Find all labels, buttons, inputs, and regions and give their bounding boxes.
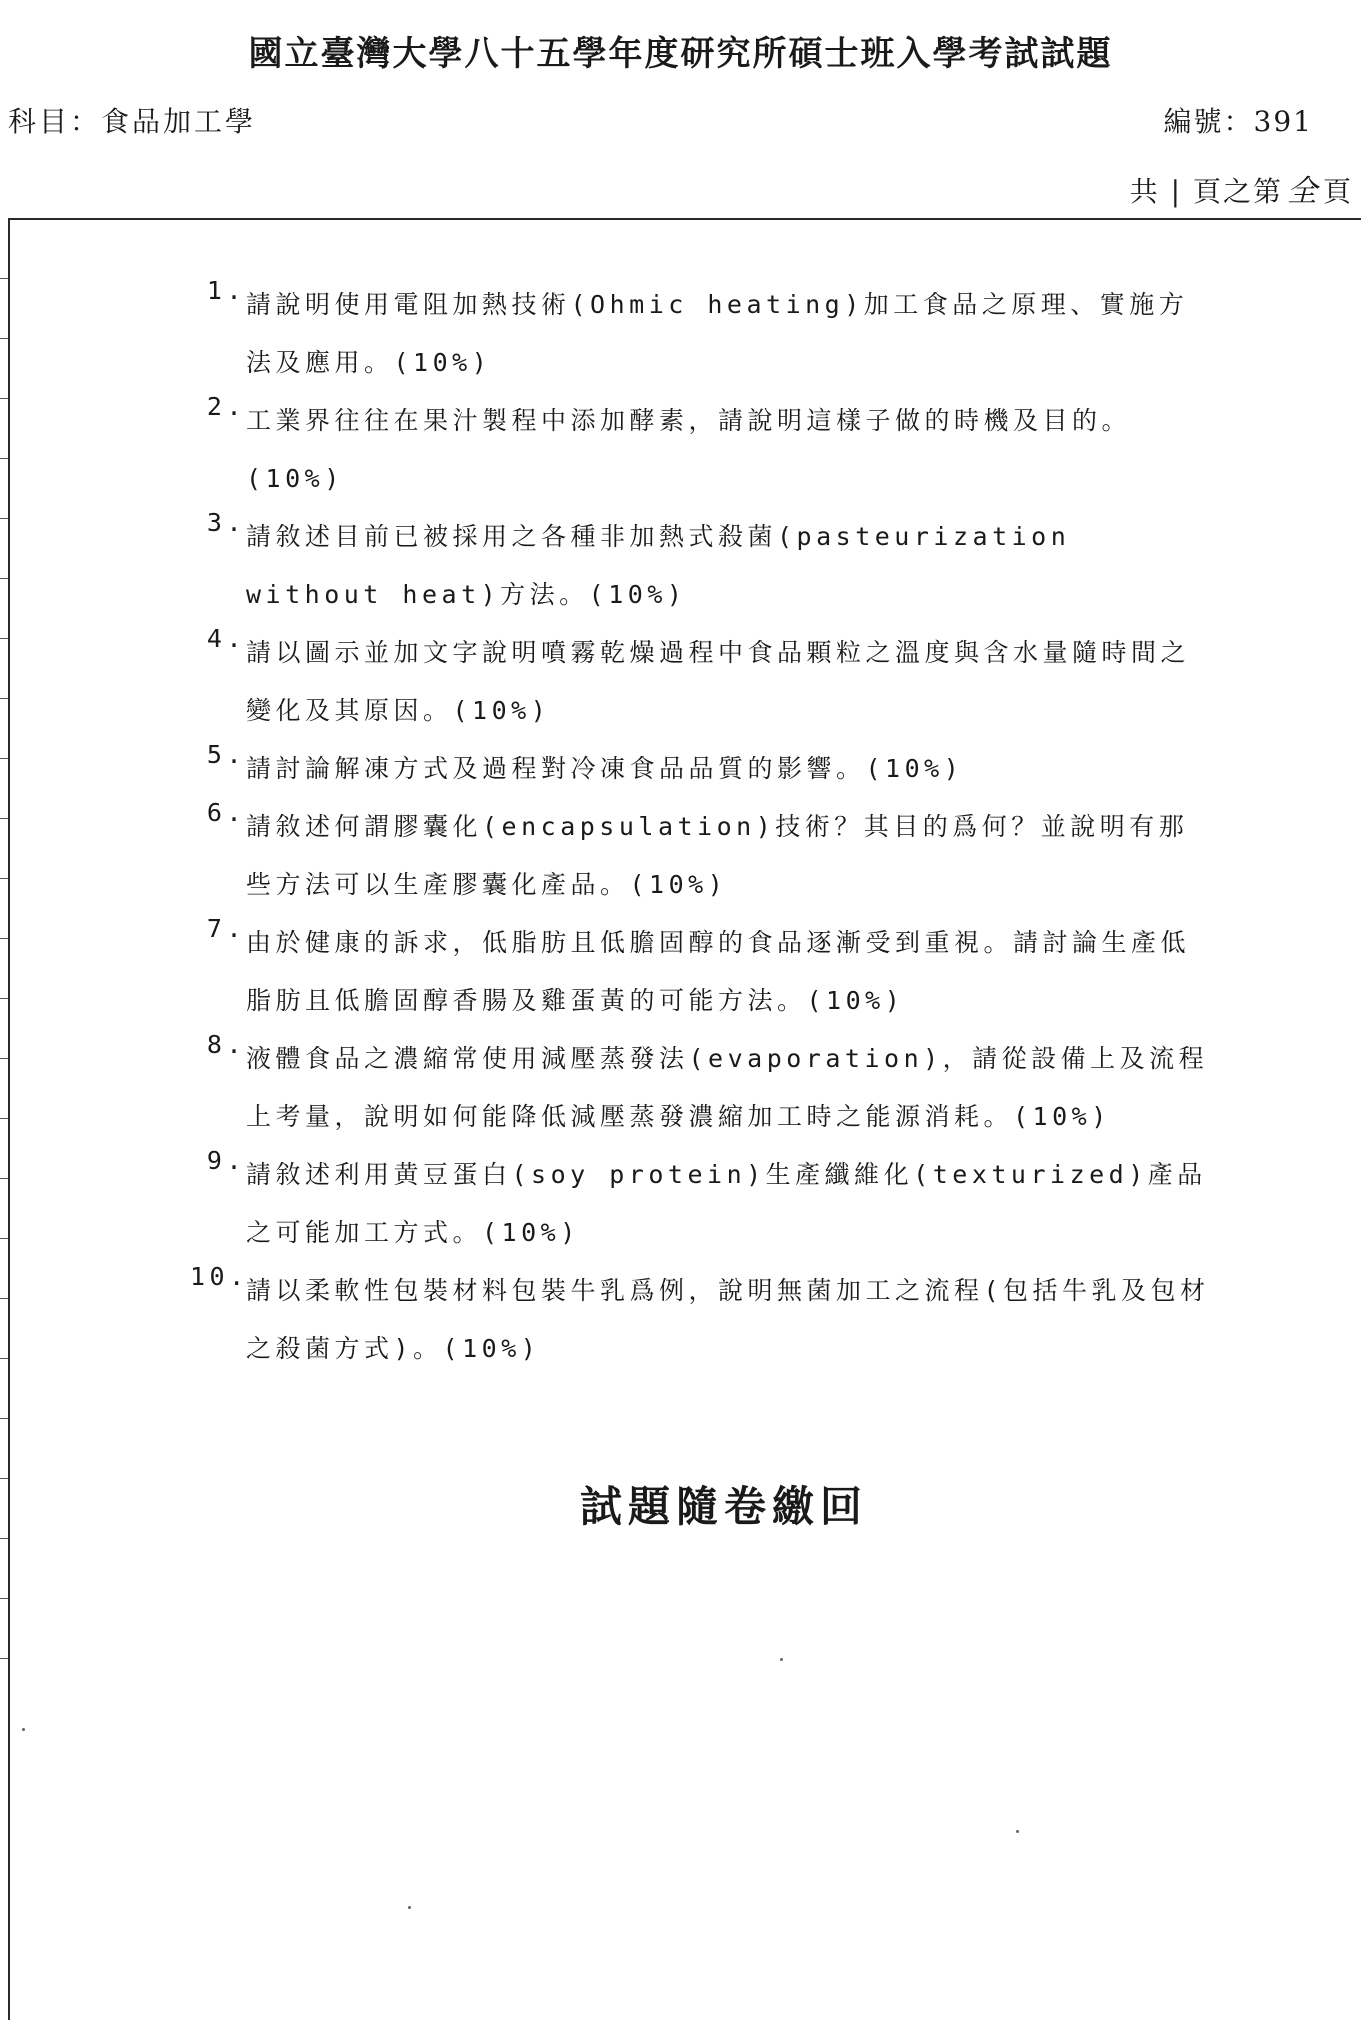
- question-item: [190, 740, 1210, 798]
- margin-tick: [0, 818, 8, 819]
- question-number: 3.: [206, 508, 246, 537]
- question-number: 6.: [206, 798, 246, 827]
- margin-tick: [0, 698, 8, 699]
- margin-tick: [0, 1238, 8, 1239]
- margin-tick: [0, 578, 8, 579]
- margin-tick: [0, 878, 8, 879]
- question-text: 請敘述利用黄豆蛋白(soy protein)生產纖維化(texturized)產品之可能加工方式。(10%): [246, 1160, 1207, 1247]
- margin-tick: [0, 518, 8, 519]
- page-count-suffix: 頁: [1322, 175, 1353, 208]
- page-count-prefix: 共 | 頁之第: [1129, 175, 1283, 208]
- question-item: [190, 1146, 1210, 1262]
- margin-tick: [0, 338, 8, 339]
- question-item: [190, 1030, 1210, 1146]
- question-text: 請說明使用電阻加熱技術(Ohmic heating)加工食品之原理、實施方法及應用。(10%): [246, 290, 1189, 377]
- margin-tick: [0, 1538, 8, 1539]
- margin-ticks: [0, 218, 8, 2018]
- margin-tick: [0, 1478, 8, 1479]
- question-text: 請討論解凍方式及過程對冷凍食品品質的影響。(10%): [246, 754, 964, 783]
- margin-tick: [0, 1118, 8, 1119]
- return-exam-stamp: 試題隨卷繳回: [580, 1482, 869, 1531]
- scan-speck: [1016, 1830, 1019, 1833]
- question-item: [190, 1262, 1210, 1378]
- margin-tick: [0, 398, 8, 399]
- margin-tick: [0, 278, 8, 279]
- margin-tick: [0, 458, 8, 459]
- margin-tick: [0, 758, 8, 759]
- margin-tick: [0, 1178, 8, 1179]
- exam-code: 編號：391: [1163, 105, 1313, 138]
- question-text: 請敘述目前已被採用之各種非加熱式殺菌(pasteurization without heat)方法。(10%): [246, 522, 1090, 609]
- question-item: [190, 392, 1210, 508]
- question-item: [190, 914, 1210, 1030]
- question-item: [190, 798, 1210, 914]
- question-text: 由於健康的訴求，低脂肪且低膽固醇的食品逐漸受到重視。請討論生產低脂肪且低膽固醇香腸及雞蛋黃的可能方法。(10%): [246, 928, 1191, 1015]
- question-text: 請以柔軟性包裝材料包裝牛乳爲例，說明無菌加工之流程(包括牛乳及包材之殺菌方式)。(10%): [246, 1276, 1210, 1363]
- margin-tick: [0, 998, 8, 999]
- question-text: 工業界往往在果汁製程中添加酵素，請說明這樣子做的時機及目的。(10%): [246, 406, 1132, 493]
- question-text: 請敘述何謂膠囊化(encapsulation)技術？其目的爲何？並說明有那些方法可以生產膠囊化產品。(10%): [246, 812, 1189, 899]
- subject-label: 科目：食品加工學: [8, 105, 257, 138]
- question-number: 4.: [206, 624, 246, 653]
- margin-tick: [0, 1058, 8, 1059]
- question-number: 5.: [206, 740, 246, 769]
- margin-tick: [0, 1598, 8, 1599]
- question-text: 請以圖示並加文字說明噴霧乾燥過程中食品顆粒之溫度與含水量隨時間之變化及其原因。(10%): [246, 638, 1191, 725]
- margin-tick: [0, 1658, 8, 1659]
- margin-tick: [0, 1358, 8, 1359]
- page-count: [1130, 166, 1353, 210]
- page-title: 國立臺灣大學八十五學年度研究所碩士班入學考試試題: [248, 34, 1113, 74]
- question-number: 8.: [206, 1030, 246, 1059]
- question-number: 2.: [206, 392, 246, 421]
- question-number: 9.: [206, 1146, 246, 1175]
- question-item: [190, 624, 1210, 740]
- scan-speck: [408, 1906, 411, 1909]
- question-number: 7.: [206, 914, 246, 943]
- question-number: 10.: [190, 1262, 249, 1291]
- question-item: [190, 276, 1210, 392]
- question-item: [190, 508, 1210, 624]
- question-list: [190, 276, 1210, 1378]
- margin-tick: [0, 1418, 8, 1419]
- question-number: 1.: [206, 276, 246, 305]
- question-text: 液體食品之濃縮常使用減壓蒸發法(evaporation)，請從設備上及流程上考量，說明如何能降低減壓蒸發濃縮加工時之能源消耗。(10%): [246, 1044, 1209, 1131]
- margin-tick: [0, 938, 8, 939]
- scan-speck: [780, 1658, 783, 1661]
- margin-tick: [0, 1298, 8, 1299]
- margin-tick: [0, 638, 8, 639]
- scan-speck: [22, 1728, 25, 1731]
- page-count-handwritten: 全: [1286, 174, 1319, 209]
